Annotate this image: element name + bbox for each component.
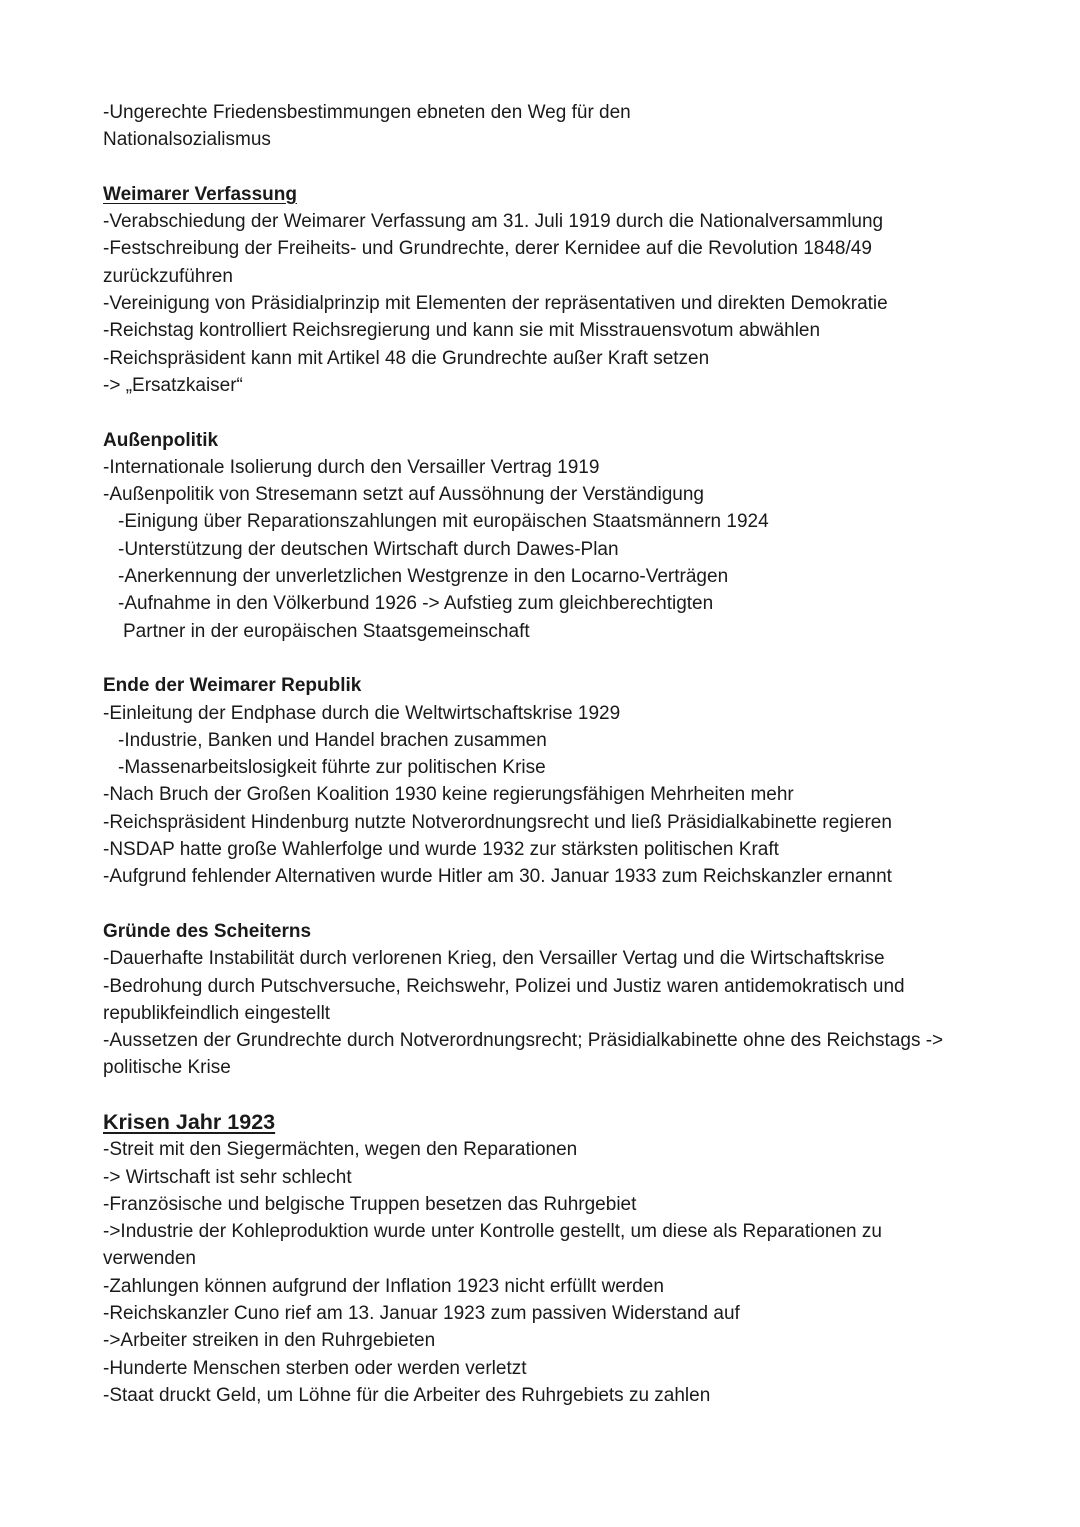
intro-block — [103, 99, 1003, 154]
section-krisen — [103, 1109, 1003, 1409]
sub-line-continuation: Partner in der europäischen Staatsgemeinschaft — [123, 620, 530, 642]
text-line: -Internationale Isolierung durch den Versailler Vertrag 1919 — [103, 456, 600, 478]
text-line: -Verabschiedung der Weimarer Verfassung am 31. Juli 1919 durch die Nationalversammlung — [103, 211, 884, 233]
section-verfassung — [103, 181, 1003, 399]
text-line: -Aufgrund fehlender Alternativen wurde Hitler am 30. Januar 1933 zum Reichskanzler ernannt — [103, 866, 892, 888]
section-heading: Krisen Jahr 1923 — [103, 1109, 276, 1134]
text-line: -Streit mit den Siegermächten, wegen den Reparationen — [103, 1139, 578, 1161]
text-line: -Aussetzen der Grundrechte durch Notverordnungsrecht; Präsidialkabinette ohne des Reichstags -> — [103, 1030, 944, 1052]
text-line: Nationalsozialismus — [103, 129, 271, 151]
text-line: -Dauerhafte Instabilität durch verlorenen Krieg, den Versailler Vertag und die Wirtschaftskrise — [103, 948, 885, 970]
text-line: -Reichspräsident Hindenburg nutzte Notverordnungsrecht und ließ Präsidialkabinette regieren — [103, 811, 892, 833]
section-ende — [103, 672, 1003, 890]
text-line: -Festschreibung der Freiheits- und Grundrechte, derer Kernidee auf die Revolution 1848/49 — [103, 238, 872, 260]
section-heading: Weimarer Verfassung — [103, 183, 297, 205]
text-line: -Staat druckt Geld, um Löhne für die Arbeiter des Ruhrgebiets zu zahlen — [103, 1384, 711, 1406]
text-line: republikfeindlich eingestellt — [103, 1002, 331, 1024]
section-aussenpolitik — [103, 427, 1003, 645]
sub-line: -Aufnahme in den Völkerbund 1926 -> Aufstieg zum gleichberechtigten — [118, 593, 714, 615]
text-line: -Reichspräsident kann mit Artikel 48 die Grundrechte außer Kraft setzen — [103, 347, 710, 369]
text-line: ->Industrie der Kohleproduktion wurde unter Kontrolle gestellt, um diese als Reparationen zu — [103, 1221, 882, 1243]
sub-line: -Einigung über Reparationszahlungen mit europäischen Staatsmännern 1924 — [118, 511, 769, 533]
sub-line: -Anerkennung der unverletzlichen Westgrenze in den Locarno-Verträgen — [118, 566, 729, 588]
text-line: -Ungerechte Friedensbestimmungen ebneten den Weg für den — [103, 102, 631, 123]
section-heading: Außenpolitik — [103, 429, 219, 451]
text-line: -Zahlungen können aufgrund der Inflation 1923 nicht erfüllt werden — [103, 1275, 664, 1297]
text-line: -Bedrohung durch Putschversuche, Reichswehr, Polizei und Justiz waren antidemokratisch und — [103, 975, 905, 997]
text-line: -Vereinigung von Präsidialprinzip mit Elementen der repräsentativen und direkten Demokratie — [103, 293, 888, 315]
section-heading: Gründe des Scheiterns — [103, 920, 312, 942]
text-line: verwenden — [103, 1248, 196, 1270]
document-page — [103, 99, 1003, 1409]
sub-line: -Massenarbeitslosigkeit führte zur politischen Krise — [118, 757, 546, 779]
text-line: -Reichskanzler Cuno rief am 13. Januar 1923 zum passiven Widerstand auf — [103, 1303, 740, 1325]
text-line: ->Arbeiter streiken in den Ruhrgebieten — [103, 1330, 436, 1352]
text-line: -NSDAP hatte große Wahlerfolge und wurde 1932 zur stärksten politischen Kraft — [103, 839, 779, 861]
text-line: -Nach Bruch der Großen Koalition 1930 keine regierungsfähigen Mehrheiten mehr — [103, 784, 794, 806]
text-line: politische Krise — [103, 1057, 231, 1079]
text-line: -Außenpolitik von Stresemann setzt auf Aussöhnung der Verständigung — [103, 484, 704, 506]
text-line: zurückzuführen — [103, 265, 233, 287]
sub-line: -Industrie, Banken und Handel brachen zusammen — [118, 729, 547, 751]
sub-line: -Unterstützung der deutschen Wirtschaft durch Dawes-Plan — [118, 538, 619, 560]
text-line: -Reichstag kontrolliert Reichsregierung und kann sie mit Misstrauensvotum abwählen — [103, 320, 821, 342]
section-scheitern — [103, 918, 1003, 1082]
text-line: -Einleitung der Endphase durch die Weltwirtschaftskrise 1929 — [103, 702, 621, 724]
text-line: -Französische und belgische Truppen besetzen das Ruhrgebiet — [103, 1193, 637, 1215]
section-heading: Ende der Weimarer Republik — [103, 675, 362, 697]
text-line: -Hunderte Menschen sterben oder werden verletzt — [103, 1357, 527, 1379]
text-line: -> Wirtschaft ist sehr schlecht — [103, 1166, 352, 1188]
text-line: -> „Ersatzkaiser“ — [103, 374, 243, 396]
